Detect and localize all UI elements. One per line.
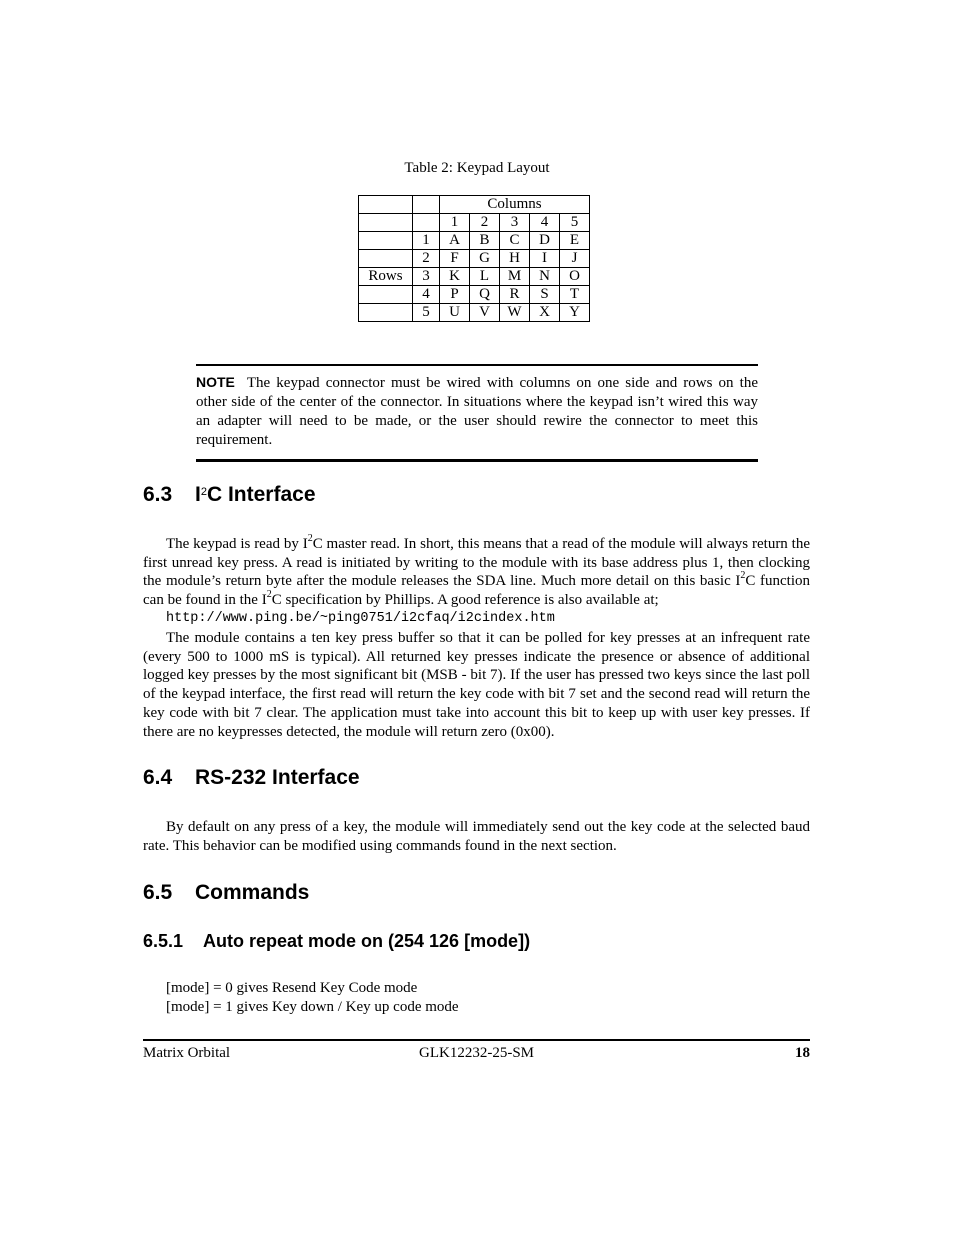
- rs232-paragraph: By default on any press of a key, the module will immediately send out the key code at the selected baud rate. This behavior can be modified using commands found in the next section.: [143, 819, 810, 854]
- section-title: Commands: [195, 881, 310, 904]
- table-cell: B: [470, 232, 500, 250]
- note-paragraph: [196, 373, 758, 450]
- table-row: [359, 232, 590, 250]
- section-number: 6.5: [143, 881, 173, 904]
- table-row: [359, 196, 590, 214]
- table-cell: G: [470, 250, 500, 268]
- footer-company: Matrix Orbital: [143, 1045, 231, 1061]
- page-number: 18: [795, 1045, 810, 1061]
- section-heading-6-4: [143, 765, 360, 791]
- subsection-heading-6-5-1: [143, 930, 530, 952]
- section-number: 6.4: [143, 766, 173, 789]
- row-number: 2: [413, 250, 440, 268]
- table-cell: Y: [560, 304, 590, 322]
- table-cell: I: [530, 250, 560, 268]
- table-cell: L: [470, 268, 500, 286]
- table-cell: U: [440, 304, 470, 322]
- table-cell: A: [440, 232, 470, 250]
- table-row: [359, 286, 590, 304]
- section-heading-6-5: [143, 880, 309, 906]
- table-cell: S: [530, 286, 560, 304]
- table-row: [359, 268, 590, 286]
- column-number: 3: [500, 214, 530, 232]
- subsection-number: 6.5.1: [143, 931, 184, 951]
- column-number: 4: [530, 214, 560, 232]
- i2c-paragraph-1: The keypad is read by $I^2C$ master read. In short, this means that a read of the module will always return the first unread key press. A read is initiated by writing to the module with its base address plus 1, then clocking the module’s return byte after the module releases the SDA line. Much more detail on this basic $I^2C$ function can be found in the $I^2C$ specification by Phillips. A good reference is also available at;: [143, 533, 811, 609]
- row-number: 5: [413, 304, 440, 322]
- page-footer: [143, 1045, 810, 1065]
- table-cell: E: [560, 232, 590, 250]
- table-cell: R: [500, 286, 530, 304]
- rows-header: Rows: [359, 268, 413, 286]
- keypad-layout-table: [358, 195, 590, 322]
- mode-1-description: [mode] = 1 gives Key down / Key up code mode: [166, 999, 459, 1015]
- table-cell: N: [530, 268, 560, 286]
- table-cell: H: [500, 250, 530, 268]
- section-heading-6-3: [143, 482, 316, 508]
- table-row: [359, 250, 590, 268]
- section-title: RS-232 Interface: [195, 766, 360, 789]
- table-cell: K: [440, 268, 470, 286]
- footer-rule: [143, 1039, 810, 1041]
- table-cell: V: [470, 304, 500, 322]
- footer-document-id: GLK12232-25-SM: [419, 1045, 534, 1061]
- table-cell: M: [500, 268, 530, 286]
- note-text: The keypad connector must be wired with columns on one side and rows on the other side of the center of the connector. In situations where the keypad isn’t wired this way an adapter will need to be made, or the user should rewire the connector to meet this requirement.: [196, 375, 758, 448]
- table-caption: Table 2: Keypad Layout: [404, 160, 550, 176]
- table-cell: P: [440, 286, 470, 304]
- column-number: 5: [560, 214, 590, 232]
- column-number: 2: [470, 214, 500, 232]
- table-cell: T: [560, 286, 590, 304]
- table-cell: J: [560, 250, 590, 268]
- section-title: $I^2C$ Interface: [195, 483, 316, 506]
- columns-header: Columns: [440, 196, 590, 214]
- note-box: [196, 364, 758, 462]
- table-row: [359, 304, 590, 322]
- table-row: [359, 214, 590, 232]
- table-cell: O: [560, 268, 590, 286]
- table-cell: F: [440, 250, 470, 268]
- row-number: 1: [413, 232, 440, 250]
- column-number: 1: [440, 214, 470, 232]
- note-label: NOTE: [196, 374, 235, 390]
- subsection-title: Auto repeat mode on (254 126 [mode]): [203, 931, 531, 951]
- table-cell: D: [530, 232, 560, 250]
- reference-url[interactable]: http://www.ping.be/~ping0751/i2cfaq/i2cindex.htm: [166, 611, 555, 626]
- table-cell: C: [500, 232, 530, 250]
- section-number: 6.3: [143, 483, 173, 506]
- mode-0-description: [mode] = 0 gives Resend Key Code mode: [166, 980, 418, 996]
- row-number: 4: [413, 286, 440, 304]
- table-cell: Q: [470, 286, 500, 304]
- i2c-paragraph-2: The module contains a ten key press buffer so that it can be polled for key presses at an infrequent rate (every 500 to 1000 mS is typical). All returned key presses indicate the presence or absence of additional logged key presses by the most significant bit (MSB - bit 7). If the user has pressed two keys since the last poll of the keypad interface, the first read will return the key code with bit 7 set and the second read will return the key code with bit 7 clear. The application must take into account this bit to keep up with user key presses. If there are no keypresses detected, the module will return zero (0x00).: [143, 630, 810, 740]
- table-cell: W: [500, 304, 530, 322]
- row-number: 3: [413, 268, 440, 286]
- table-cell: X: [530, 304, 560, 322]
